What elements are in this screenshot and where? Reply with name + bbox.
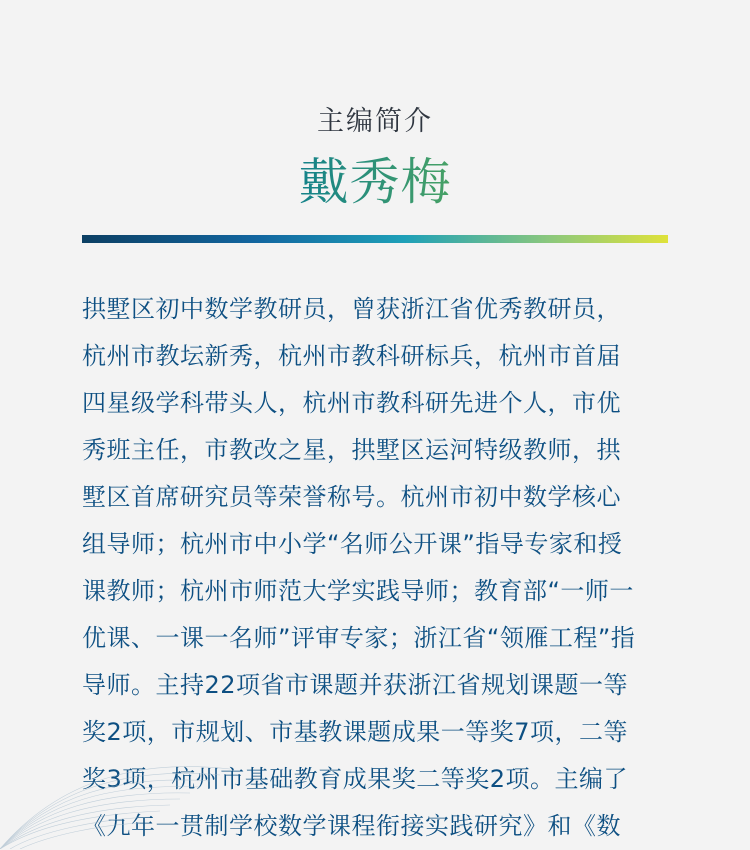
editor-name: 戴秀梅: [0, 150, 750, 214]
editor-bio: [82, 286, 668, 850]
bio-line: 墅区首席研究员等荣誉称号。杭州市初中数学核心: [82, 483, 621, 511]
bio-line: 奖2项，市规划、市基教课题成果一等奖7项，二等: [82, 718, 629, 746]
bio-line: 四星级学科带头人，杭州市教科研先进个人，市优: [82, 389, 621, 417]
bio-line: 《九年一贯制学校数学课程衔接实践研究》和《数: [82, 812, 621, 840]
bio-line: 课教师；杭州市师范大学实践导师；教育部“一师一: [82, 577, 634, 605]
bio-line: 秀班主任，市教改之星，拱墅区运河特级教师，拱: [82, 436, 621, 464]
bio-line: 拱墅区初中数学教研员，曾获浙江省优秀教研员，: [82, 295, 621, 323]
bio-line: 奖3项，杭州市基础教育成果奖二等奖2项。主编了: [82, 765, 629, 793]
bio-line: 杭州市教坛新秀，杭州市教科研标兵，杭州市首届: [82, 342, 621, 370]
bio-line: 优课、一课一名师”评审专家；浙江省“领雁工程”指: [82, 624, 636, 652]
section-subtitle: 主编简介: [317, 106, 433, 137]
gradient-divider: [82, 235, 668, 243]
bio-line: 组导师；杭州市中小学“名师公开课”指导专家和授: [82, 530, 623, 558]
bio-line: 导师。主持22项省市课题并获浙江省规划课题一等: [82, 671, 629, 699]
